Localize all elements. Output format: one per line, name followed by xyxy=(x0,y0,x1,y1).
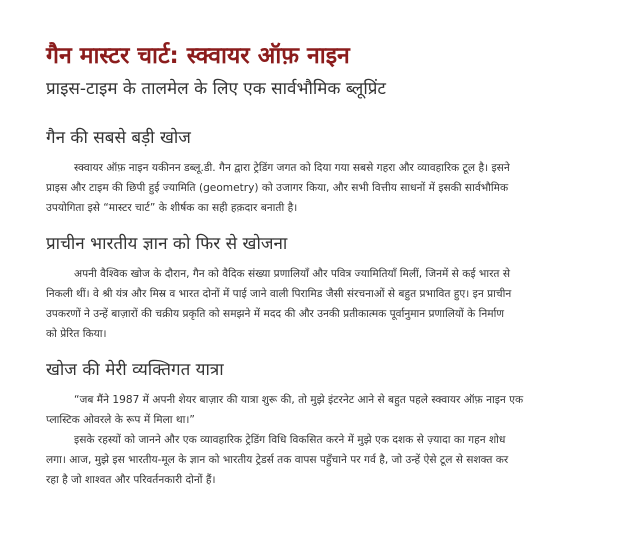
paragraph-line: “जब मैंने 1987 में अपनी शेयर बाज़ार की यात्रा शुरू की, तो मुझे इंटरनेट आने से बहुत पहले स्क्वायर ऑफ़ नाइन एक xyxy=(74,394,524,406)
paragraph-line: निकली थीं। वे श्री यंत्र और मिस्र व भारत दोनों में पाई जाने वाली पिरामिड जैसी संरचनाओं से बहुत प्रभावित हुए। इन प्राचीन xyxy=(46,288,512,300)
paragraph-line: प्राइस और टाइम की छिपी हुई ज्यामिति (geometry) को उजागर किया, और सभी वित्तीय साधनों में इसकी सार्वभौमिक xyxy=(46,182,509,194)
quote-paragraph xyxy=(46,390,606,430)
paragraph-line: उपयोगिता इसे “मास्टर चार्ट” के शीर्षक का सही हक़दार बनाती है। xyxy=(46,202,298,214)
paragraph xyxy=(46,264,606,344)
section-heading: प्राचीन भारतीय ज्ञान को फिर से खोजना xyxy=(46,234,288,254)
section-gann-discovery xyxy=(46,126,606,218)
paragraph-line: को प्रेरित किया। xyxy=(46,328,107,340)
paragraph-line: उपकरणों ने उन्हें बाज़ारों की चक्रीय प्रकृति को समझने में मदद की और उनकी प्रतीकात्मक पूर्वानुमान प्रणालियों के निर्माण xyxy=(46,308,505,320)
page-subtitle: प्राइस-टाइम के तालमेल के लिए एक सार्वभौमिक ब्लूप्रिंट xyxy=(46,79,386,99)
paragraph xyxy=(46,430,606,490)
section-personal-journey xyxy=(46,358,606,490)
paragraph-line: अपनी वैश्विक खोज के दौरान, गैन को वैदिक संख्या प्रणालियाँ और पवित्र ज्यामितियाँ मिलीं, जिनमें से कई भारत से xyxy=(74,268,510,280)
paragraph-line: स्क्वायर ऑफ़ नाइन यकीनन डब्लू.डी. गैन द्वारा ट्रेडिंग जगत को दिया गया सबसे गहरा और व्यावहारिक टूल है। इसने xyxy=(74,162,510,174)
section-ancient-wisdom xyxy=(46,232,606,344)
paragraph xyxy=(46,158,606,218)
page-title: गैन मास्टर चार्ट: स्क्वायर ऑफ़ नाइन xyxy=(46,43,350,69)
section-heading: खोज की मेरी व्यक्तिगत यात्रा xyxy=(46,360,224,380)
paragraph-line: रहा है जो शाश्वत और परिवर्तनकारी दोनों हैं। xyxy=(46,474,216,486)
paragraph-line: प्लास्टिक ओवरले के रूप में मिला था।” xyxy=(46,414,195,426)
paragraph-line: इसके रहस्यों को जानने और एक व्यावहारिक ट्रेडिंग विधि विकसित करने में मुझे एक दशक से ज़्यादा का गहन शोध xyxy=(74,434,506,446)
section-heading: गैन की सबसे बड़ी खोज xyxy=(46,128,191,148)
paragraph-line: लगा। आज, मुझे इस भारतीय-मूल के ज्ञान को भारतीय ट्रेडर्स तक वापस पहुँचाने पर गर्व है, जो उन्हें ऐसे टूल से सशक्त कर xyxy=(46,454,509,466)
